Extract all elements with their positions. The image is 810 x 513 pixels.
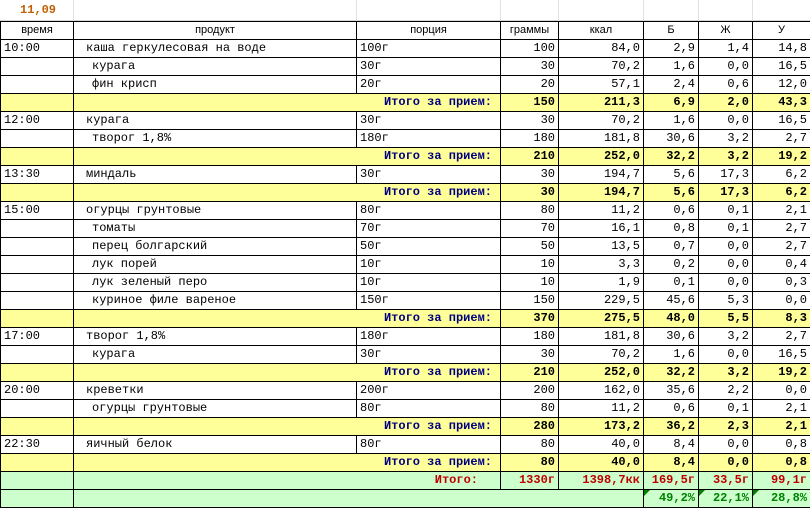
b-cell[interactable]: 5,6 (644, 166, 699, 184)
portion-cell[interactable]: 80г (357, 202, 501, 220)
table-row (1, 328, 810, 346)
subtotal-grams[interactable]: 80 (501, 454, 559, 472)
time-cell[interactable] (1, 130, 74, 148)
grams-cell[interactable]: 30 (501, 346, 559, 364)
total-u[interactable]: 99,1г (753, 472, 810, 490)
subtotal-zh[interactable]: 2,3 (699, 418, 753, 436)
grams-cell[interactable]: 80 (501, 436, 559, 454)
total-kcal[interactable]: 1398,7кк (559, 472, 644, 490)
product-cell[interactable]: креветки (74, 382, 357, 400)
zh-cell[interactable]: 0,1 (699, 220, 753, 238)
subtotal-u[interactable]: 0,8 (753, 454, 810, 472)
table-row (1, 382, 810, 400)
time-cell[interactable] (1, 418, 74, 436)
subtotal-grams[interactable]: 280 (501, 418, 559, 436)
subtotal-grams[interactable]: 210 (501, 148, 559, 166)
b-cell[interactable]: 0,6 (644, 202, 699, 220)
b-cell[interactable]: 1,6 (644, 346, 699, 364)
b-cell[interactable]: 0,1 (644, 274, 699, 292)
grams-cell[interactable]: 50 (501, 238, 559, 256)
subtotal-label[interactable]: Итого за прием: (74, 364, 501, 382)
zh-cell[interactable]: 3,2 (699, 328, 753, 346)
table-row (1, 436, 810, 454)
zh-cell[interactable]: 0,0 (699, 256, 753, 274)
grams-cell[interactable]: 10 (501, 274, 559, 292)
time-cell[interactable]: 12:00 (1, 112, 74, 130)
subtotal-zh[interactable]: 0,0 (699, 454, 753, 472)
time-cell[interactable] (1, 400, 74, 418)
subtotal-label[interactable]: Итого за прием: (74, 418, 501, 436)
subtotal-b[interactable]: 6,9 (644, 94, 699, 112)
percent-zh[interactable]: 22,1% (699, 490, 753, 508)
header-time[interactable]: время (1, 22, 74, 40)
zh-cell[interactable]: 0,0 (699, 112, 753, 130)
subtotal-grams[interactable]: 30 (501, 184, 559, 202)
b-cell[interactable]: 2,9 (644, 40, 699, 58)
time-cell[interactable]: 17:00 (1, 328, 74, 346)
time-cell[interactable] (1, 220, 74, 238)
header-portion[interactable]: порция (357, 22, 501, 40)
product-cell[interactable]: огурцы грунтовые (74, 400, 357, 418)
header-row (1, 22, 810, 40)
u-cell[interactable]: 0,4 (753, 256, 810, 274)
subtotal-b[interactable]: 8,4 (644, 454, 699, 472)
subtotal-row (1, 94, 810, 112)
zh-cell[interactable]: 3,2 (699, 130, 753, 148)
subtotal-row (1, 148, 810, 166)
zh-cell[interactable]: 5,3 (699, 292, 753, 310)
header-grams[interactable]: граммы (501, 22, 559, 40)
subtotal-u[interactable]: 19,2 (753, 364, 810, 382)
table-row (1, 400, 810, 418)
zh-cell[interactable]: 0,1 (699, 400, 753, 418)
product-cell[interactable]: лук зеленый перо (74, 274, 357, 292)
subtotal-label[interactable]: Итого за прием: (74, 184, 501, 202)
subtotal-kcal[interactable]: 252,0 (559, 148, 644, 166)
kcal-cell[interactable]: 162,0 (559, 382, 644, 400)
kcal-cell[interactable]: 84,0 (559, 40, 644, 58)
kcal-cell[interactable]: 3,3 (559, 256, 644, 274)
grams-cell[interactable]: 70 (501, 220, 559, 238)
portion-cell[interactable]: 80г (357, 400, 501, 418)
table-row (1, 40, 810, 58)
portion-cell[interactable]: 10г (357, 274, 501, 292)
u-cell[interactable]: 0,0 (753, 292, 810, 310)
zh-cell[interactable]: 0,0 (699, 436, 753, 454)
time-cell[interactable] (1, 148, 74, 166)
portion-cell[interactable]: 30г (357, 58, 501, 76)
subtotal-row (1, 184, 810, 202)
subtotal-kcal[interactable]: 194,7 (559, 184, 644, 202)
time-cell[interactable]: 10:00 (1, 40, 74, 58)
column-gridline (73, 0, 74, 21)
column-gridline (500, 0, 501, 21)
portion-cell[interactable]: 10г (357, 256, 501, 274)
grams-cell[interactable]: 200 (501, 382, 559, 400)
time-cell[interactable] (1, 472, 74, 490)
subtotal-kcal[interactable]: 211,3 (559, 94, 644, 112)
product-cell[interactable]: курага (74, 346, 357, 364)
table-row (1, 130, 810, 148)
table-row (1, 274, 810, 292)
product-cell[interactable]: курага (74, 112, 357, 130)
subtotal-kcal[interactable]: 40,0 (559, 454, 644, 472)
subtotal-u[interactable]: 43,3 (753, 94, 810, 112)
kcal-cell[interactable]: 11,2 (559, 202, 644, 220)
time-cell[interactable] (1, 364, 74, 382)
portion-cell[interactable]: 50г (357, 238, 501, 256)
date-cell[interactable]: 11,09 (20, 3, 57, 17)
table-row (1, 346, 810, 364)
grams-cell[interactable]: 150 (501, 292, 559, 310)
grams-cell[interactable]: 30 (501, 112, 559, 130)
u-cell[interactable]: 2,7 (753, 130, 810, 148)
kcal-cell[interactable]: 16,1 (559, 220, 644, 238)
zh-cell[interactable]: 0,0 (699, 58, 753, 76)
zh-cell[interactable]: 0,0 (699, 346, 753, 364)
zh-cell[interactable]: 17,3 (699, 166, 753, 184)
b-cell[interactable]: 1,6 (644, 112, 699, 130)
subtotal-zh[interactable]: 17,3 (699, 184, 753, 202)
u-cell[interactable]: 16,5 (753, 58, 810, 76)
subtotal-grams[interactable]: 150 (501, 94, 559, 112)
portion-cell[interactable]: 80г (357, 436, 501, 454)
product-cell[interactable]: творог 1,8% (74, 328, 357, 346)
grams-cell[interactable]: 30 (501, 58, 559, 76)
product-cell[interactable]: лук порей (74, 256, 357, 274)
zh-cell[interactable]: 0,6 (699, 76, 753, 94)
table-row (1, 256, 810, 274)
time-cell[interactable] (1, 490, 74, 508)
portion-cell[interactable]: 200г (357, 382, 501, 400)
subtotal-b[interactable]: 32,2 (644, 364, 699, 382)
column-gridline (558, 0, 559, 21)
time-cell[interactable]: 13:30 (1, 166, 74, 184)
column-gridline (752, 0, 753, 21)
total-label[interactable]: Итого: (74, 472, 501, 490)
kcal-cell[interactable]: 1,9 (559, 274, 644, 292)
product-cell[interactable]: миндаль (74, 166, 357, 184)
b-cell[interactable]: 1,6 (644, 58, 699, 76)
portion-cell[interactable]: 180г (357, 328, 501, 346)
total-zh[interactable]: 33,5г (699, 472, 753, 490)
u-cell[interactable]: 6,2 (753, 166, 810, 184)
b-cell[interactable]: 2,4 (644, 76, 699, 94)
u-cell[interactable]: 2,7 (753, 220, 810, 238)
subtotal-label[interactable]: Итого за прием: (74, 94, 501, 112)
header-b[interactable]: Б (644, 22, 699, 40)
subtotal-b[interactable]: 32,2 (644, 148, 699, 166)
product-cell[interactable]: фин крисп (74, 76, 357, 94)
b-cell[interactable]: 0,2 (644, 256, 699, 274)
time-cell[interactable] (1, 256, 74, 274)
product-cell[interactable]: томаты (74, 220, 357, 238)
percent-b[interactable]: 49,2% (644, 490, 699, 508)
subtotal-row (1, 418, 810, 436)
table-row (1, 220, 810, 238)
header-zh[interactable]: Ж (699, 22, 753, 40)
subtotal-kcal[interactable]: 252,0 (559, 364, 644, 382)
grams-cell[interactable]: 30 (501, 166, 559, 184)
zh-cell[interactable]: 1,4 (699, 40, 753, 58)
grams-cell[interactable]: 20 (501, 76, 559, 94)
subtotal-u[interactable]: 2,1 (753, 418, 810, 436)
subtotal-kcal[interactable]: 173,2 (559, 418, 644, 436)
kcal-cell[interactable]: 70,2 (559, 346, 644, 364)
kcal-cell[interactable]: 13,5 (559, 238, 644, 256)
table-row (1, 202, 810, 220)
subtotal-label[interactable]: Итого за прием: (74, 310, 501, 328)
u-cell[interactable]: 2,7 (753, 328, 810, 346)
grams-cell[interactable]: 10 (501, 256, 559, 274)
time-cell[interactable] (1, 58, 74, 76)
time-cell[interactable] (1, 94, 74, 112)
kcal-cell[interactable]: 40,0 (559, 436, 644, 454)
b-cell[interactable]: 30,6 (644, 328, 699, 346)
kcal-cell[interactable]: 70,2 (559, 58, 644, 76)
portion-cell[interactable]: 100г (357, 40, 501, 58)
u-cell[interactable]: 2,1 (753, 400, 810, 418)
subtotal-grams[interactable]: 370 (501, 310, 559, 328)
subtotal-row (1, 454, 810, 472)
header-product[interactable]: продукт (74, 22, 357, 40)
subtotal-b[interactable]: 48,0 (644, 310, 699, 328)
subtotal-grams[interactable]: 210 (501, 364, 559, 382)
subtotal-row (1, 364, 810, 382)
subtotal-label[interactable]: Итого за прием: (74, 454, 501, 472)
header-u[interactable]: У (753, 22, 810, 40)
kcal-cell[interactable]: 57,1 (559, 76, 644, 94)
zh-cell[interactable]: 2,2 (699, 382, 753, 400)
time-cell[interactable] (1, 184, 74, 202)
table-row (1, 292, 810, 310)
percent-row (1, 490, 810, 508)
portion-cell[interactable]: 30г (357, 346, 501, 364)
b-cell[interactable]: 35,6 (644, 382, 699, 400)
subtotal-u[interactable]: 19,2 (753, 148, 810, 166)
column-gridline (643, 0, 644, 21)
column-gridline (698, 0, 699, 21)
portion-cell[interactable]: 70г (357, 220, 501, 238)
product-cell[interactable]: куриное филе вареное (74, 292, 357, 310)
time-cell[interactable] (1, 274, 74, 292)
subtotal-zh[interactable]: 3,2 (699, 364, 753, 382)
grams-cell[interactable]: 180 (501, 130, 559, 148)
product-cell[interactable]: яичный белок (74, 436, 357, 454)
product-cell[interactable]: перец болгарский (74, 238, 357, 256)
zh-cell[interactable]: 0,0 (699, 238, 753, 256)
portion-cell[interactable]: 180г (357, 130, 501, 148)
grams-cell[interactable]: 100 (501, 40, 559, 58)
time-cell[interactable]: 15:00 (1, 202, 74, 220)
portion-cell[interactable]: 30г (357, 166, 501, 184)
table-row (1, 166, 810, 184)
subtotal-zh[interactable]: 5,5 (699, 310, 753, 328)
kcal-cell[interactable]: 70,2 (559, 112, 644, 130)
date-row (0, 0, 810, 21)
u-cell[interactable]: 16,5 (753, 346, 810, 364)
grams-cell[interactable]: 80 (501, 202, 559, 220)
u-cell[interactable]: 0,0 (753, 382, 810, 400)
u-cell[interactable]: 0,8 (753, 436, 810, 454)
table-row (1, 58, 810, 76)
kcal-cell[interactable]: 181,8 (559, 328, 644, 346)
zh-cell[interactable]: 0,0 (699, 274, 753, 292)
table-row (1, 238, 810, 256)
b-cell[interactable]: 0,7 (644, 238, 699, 256)
portion-cell[interactable]: 20г (357, 76, 501, 94)
subtotal-kcal[interactable]: 275,5 (559, 310, 644, 328)
total-grams[interactable]: 1330г (501, 472, 559, 490)
u-cell[interactable]: 14,8 (753, 40, 810, 58)
u-cell[interactable]: 12,0 (753, 76, 810, 94)
subtotal-b[interactable]: 36,2 (644, 418, 699, 436)
u-cell[interactable]: 0,3 (753, 274, 810, 292)
portion-cell[interactable]: 30г (357, 112, 501, 130)
zh-cell[interactable]: 0,1 (699, 202, 753, 220)
total-b[interactable]: 169,5г (644, 472, 699, 490)
b-cell[interactable]: 0,8 (644, 220, 699, 238)
u-cell[interactable]: 2,7 (753, 238, 810, 256)
product-cell[interactable]: курага (74, 58, 357, 76)
time-cell[interactable]: 20:00 (1, 382, 74, 400)
kcal-cell[interactable]: 11,2 (559, 400, 644, 418)
subtotal-zh[interactable]: 2,0 (699, 94, 753, 112)
time-cell[interactable] (1, 292, 74, 310)
nutrition-table (0, 21, 810, 508)
b-cell[interactable]: 8,4 (644, 436, 699, 454)
total-row (1, 472, 810, 490)
product-cell[interactable]: огурцы грунтовые (74, 202, 357, 220)
u-cell[interactable]: 2,1 (753, 202, 810, 220)
time-cell[interactable] (1, 346, 74, 364)
b-cell[interactable]: 45,6 (644, 292, 699, 310)
percent-u[interactable]: 28,8% (753, 490, 810, 508)
subtotal-u[interactable]: 6,2 (753, 184, 810, 202)
table-row (1, 112, 810, 130)
subtotal-label[interactable]: Итого за прием: (74, 148, 501, 166)
subtotal-b[interactable]: 5,6 (644, 184, 699, 202)
u-cell[interactable]: 16,5 (753, 112, 810, 130)
kcal-cell[interactable]: 194,7 (559, 166, 644, 184)
kcal-cell[interactable]: 181,8 (559, 130, 644, 148)
header-kcal[interactable]: ккал (559, 22, 644, 40)
product-cell[interactable]: каша геркулесовая на воде (74, 40, 357, 58)
time-cell[interactable] (1, 76, 74, 94)
empty-cell[interactable] (74, 490, 644, 508)
portion-cell[interactable]: 150г (357, 292, 501, 310)
table-body (1, 40, 810, 508)
b-cell[interactable]: 30,6 (644, 130, 699, 148)
kcal-cell[interactable]: 229,5 (559, 292, 644, 310)
subtotal-zh[interactable]: 3,2 (699, 148, 753, 166)
grams-cell[interactable]: 180 (501, 328, 559, 346)
time-cell[interactable] (1, 310, 74, 328)
time-cell[interactable] (1, 454, 74, 472)
time-cell[interactable] (1, 238, 74, 256)
grams-cell[interactable]: 80 (501, 400, 559, 418)
subtotal-row (1, 310, 810, 328)
subtotal-u[interactable]: 8,3 (753, 310, 810, 328)
time-cell[interactable]: 22:30 (1, 436, 74, 454)
product-cell[interactable]: творог 1,8% (74, 130, 357, 148)
b-cell[interactable]: 0,6 (644, 400, 699, 418)
table-row (1, 76, 810, 94)
column-gridline (356, 0, 357, 21)
